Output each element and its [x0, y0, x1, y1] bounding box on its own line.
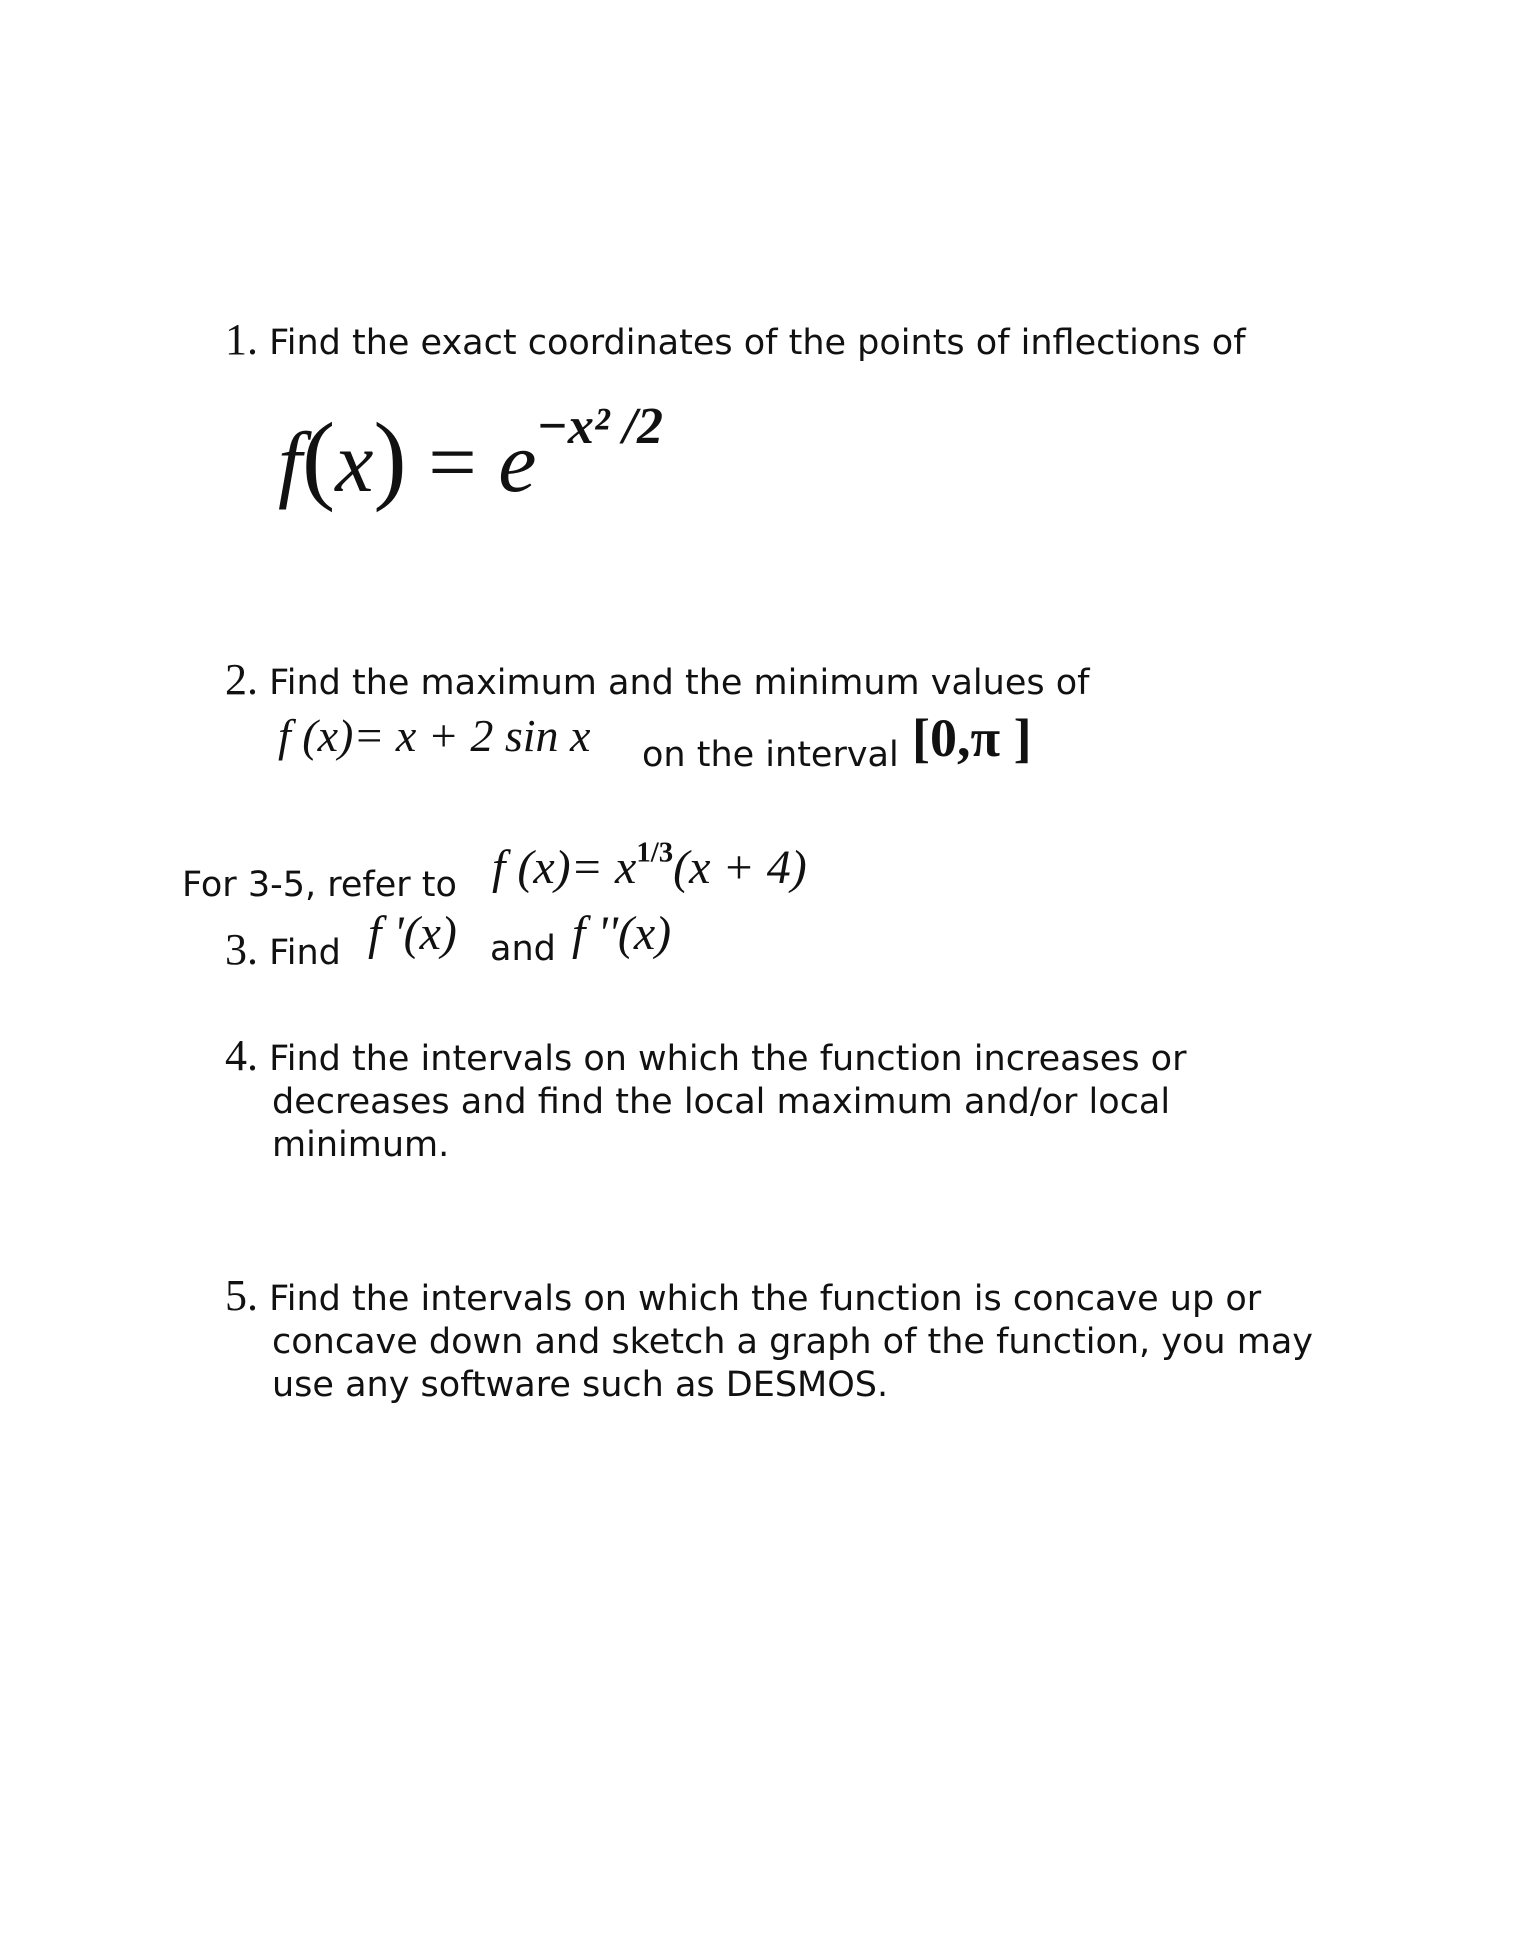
question-3-number: 3. [225, 925, 258, 974]
question-3-f-prime: f '(x) [368, 907, 457, 960]
question-1-text: Find the exact coordinates of the points of inflections of [269, 323, 1246, 363]
question-1 [225, 315, 1246, 365]
question-2-interval-text: on the interval [642, 735, 899, 775]
question-5-number: 5. [225, 1271, 258, 1320]
question-2-number: 2. [225, 655, 258, 704]
q1-formula-close: ) [373, 402, 407, 513]
question-1-number: 1. [225, 315, 258, 364]
intro-formula [492, 836, 807, 900]
question-4-line-1: Find the intervals on which the function increases or [269, 1039, 1187, 1079]
question-5-line-3: use any software such as DESMOS. [272, 1365, 889, 1405]
q1-formula-f: f [278, 414, 302, 510]
question-3-and: and [490, 929, 556, 969]
question-3-find: Find [269, 933, 341, 973]
question-2 [225, 655, 1090, 705]
intro-formula-rest: (x + 4) [673, 841, 807, 894]
intro-text: For 3-5, refer to [182, 865, 457, 905]
intro-formula-lhs: f (x)= x [492, 841, 637, 894]
question-4 [225, 1031, 1187, 1167]
question-2-interval: [0,π ] [912, 708, 1032, 768]
question-2-formula: f (x)= x + 2 sin x [278, 710, 591, 761]
question-5 [225, 1271, 1313, 1407]
q1-formula-var: x [335, 414, 374, 510]
question-4-line-2: decreases and find the local maximum and/or local [272, 1082, 1171, 1122]
question-4-line-3: minimum. [272, 1125, 450, 1165]
intro-formula-exp: 1/3 [636, 836, 674, 869]
question-5-line-2: concave down and sketch a graph of the function, you may [272, 1322, 1313, 1362]
question-3 [225, 925, 341, 975]
q1-formula-eq: = [428, 414, 477, 510]
question-1-formula [278, 372, 663, 517]
question-3-f-double-prime: f ''(x) [572, 907, 672, 960]
question-2-text: Find the maximum and the minimum values of [269, 663, 1090, 703]
q1-formula-exponent: −x² /2 [536, 398, 663, 455]
q1-formula-open: ( [301, 402, 336, 513]
question-4-number: 4. [225, 1031, 258, 1080]
q1-formula-base: e [498, 414, 537, 510]
question-5-line-1: Find the intervals on which the function is concave up or [269, 1279, 1262, 1319]
